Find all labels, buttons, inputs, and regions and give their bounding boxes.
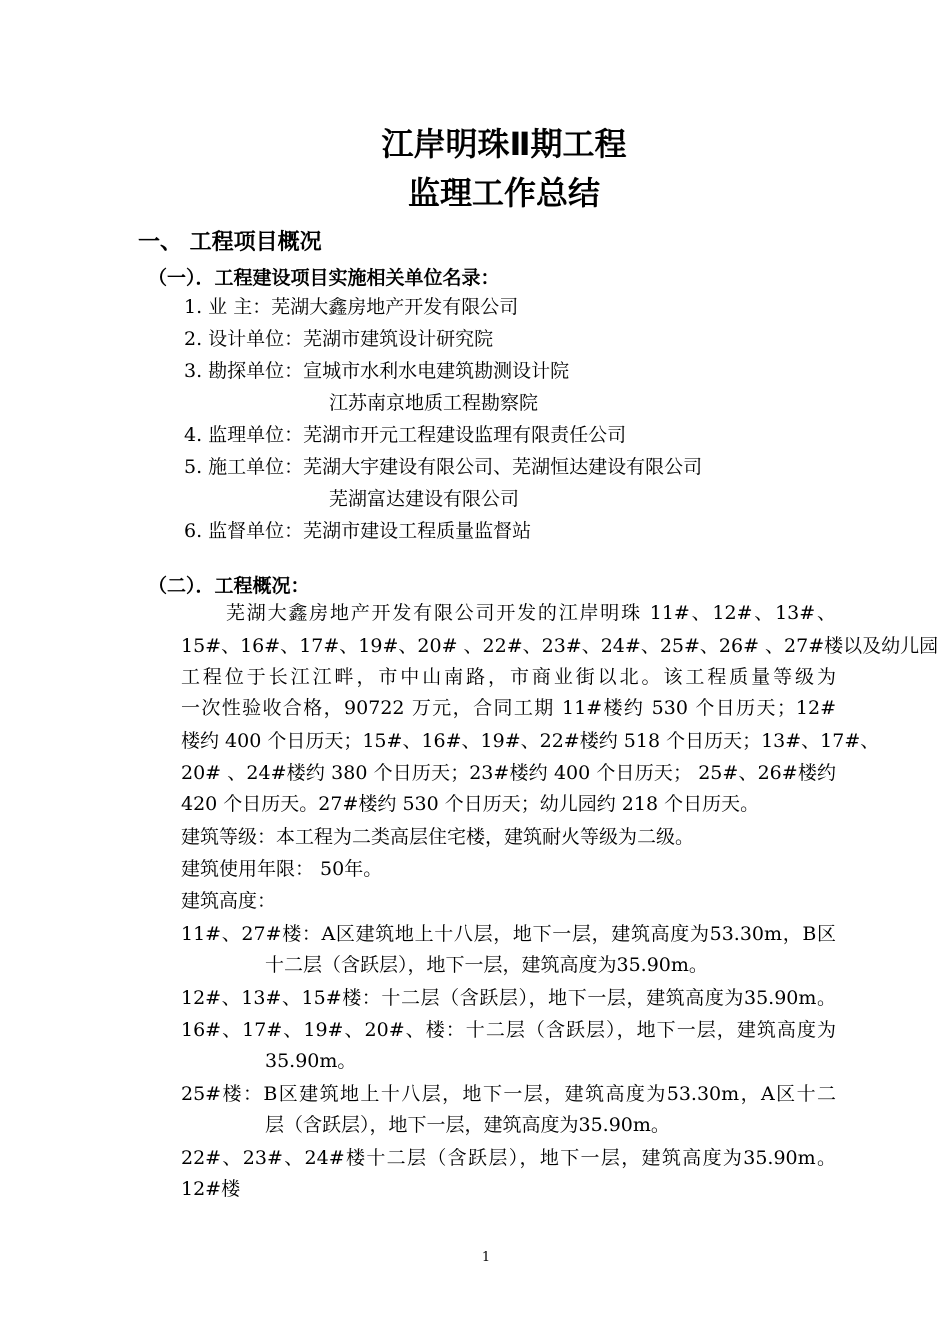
height-item-cont: 层（含跃层），地下一层，建筑高度为35.90m。: [265, 1114, 670, 1136]
unit-item-construction: 5. 施工单位：芜湖大宇建设有限公司、芜湖恒达建设有限公司: [184, 456, 703, 478]
height-item-cont: 十二层（含跃层），地下一层，建筑高度为35.90m。: [265, 954, 708, 976]
height-item: 12#楼: [181, 1178, 241, 1200]
document-title-line2: 监理工作总结: [407, 174, 600, 212]
unit-item-owner: 1. 业 主：芜湖大鑫房地产开发有限公司: [184, 296, 519, 318]
unit-item-survey-cont: 江苏南京地质工程勘察院: [329, 392, 539, 414]
unit-item-quality-station: 6. 监督单位：芜湖市建设工程质量监督站: [184, 520, 532, 542]
overview-para-line: 20# 、24#楼约 380 个日历天；23#楼约 400 个日历天； 25#、26#楼约: [181, 762, 836, 784]
unit-item-design: 2. 设计单位：芜湖市建筑设计研究院: [184, 328, 494, 350]
overview-para-line: 楼约 400 个日历天；15#、16#、19#、22#楼约 518 个日历天；13#、17#、: [181, 730, 880, 752]
building-grade: 建筑等级：本工程为二类高层住宅楼，建筑耐火等级为二级。: [181, 826, 695, 848]
page-number: 1: [481, 1250, 491, 1265]
subsection-heading-project-overview: （二）．工程概况：: [148, 575, 310, 597]
unit-item-construction-cont: 芜湖富达建设有限公司: [329, 488, 520, 510]
building-service-life: 建筑使用年限： 50年。: [181, 858, 383, 880]
overview-para-line: 15#、16#、17#、19#、20# 、22#、23#、24#、25#、26# 、27#楼以及幼儿园: [181, 635, 939, 657]
overview-para-line: 一次性验收合格，90722 万元，合同工期 11#楼约 530 个日历天；12#: [181, 697, 836, 719]
height-item: 11#、27#楼：A区建筑地上十八层，地下一层，建筑高度为53.30m，B区: [181, 923, 836, 945]
building-height-label: 建筑高度：: [181, 890, 277, 912]
overview-para-line: 420 个日历天。27#楼约 530 个日历天；幼儿园约 218 个日历天。: [181, 793, 760, 815]
subsection-heading-units: （一）．工程建设项目实施相关单位名录：: [148, 267, 500, 289]
height-item-cont: 35.90m。: [265, 1050, 357, 1072]
unit-item-supervision: 4. 监理单位：芜湖市开元工程建设监理有限责任公司: [184, 424, 627, 446]
height-item: 22#、23#、24#楼十二层（含跃层），地下一层，建筑高度为35.90m。: [181, 1147, 836, 1169]
overview-para-line: 芜湖大鑫房地产开发有限公司开发的江岸明珠 11#、12#、13#、: [226, 602, 836, 624]
section-heading-overview: 一、 工程项目概况: [138, 230, 322, 255]
height-item: 16#、17#、19#、20#、楼：十二层（含跃层），地下一层，建筑高度为: [181, 1019, 836, 1041]
unit-item-survey: 3. 勘探单位：宣城市水利水电建筑勘测设计院: [184, 360, 570, 382]
document-title-line1: 江岸明珠Ⅱ期工程: [381, 125, 627, 163]
height-item: 12#、13#、15#楼：十二层（含跃层），地下一层，建筑高度为35.90m。: [181, 987, 836, 1009]
overview-para-line: 工程位于长江江畔，市中山南路，市商业街以北。该工程质量等级为: [181, 666, 836, 688]
height-item: 25#楼：B区建筑地上十八层，地下一层，建筑高度为53.30m，A区十二: [181, 1083, 836, 1105]
